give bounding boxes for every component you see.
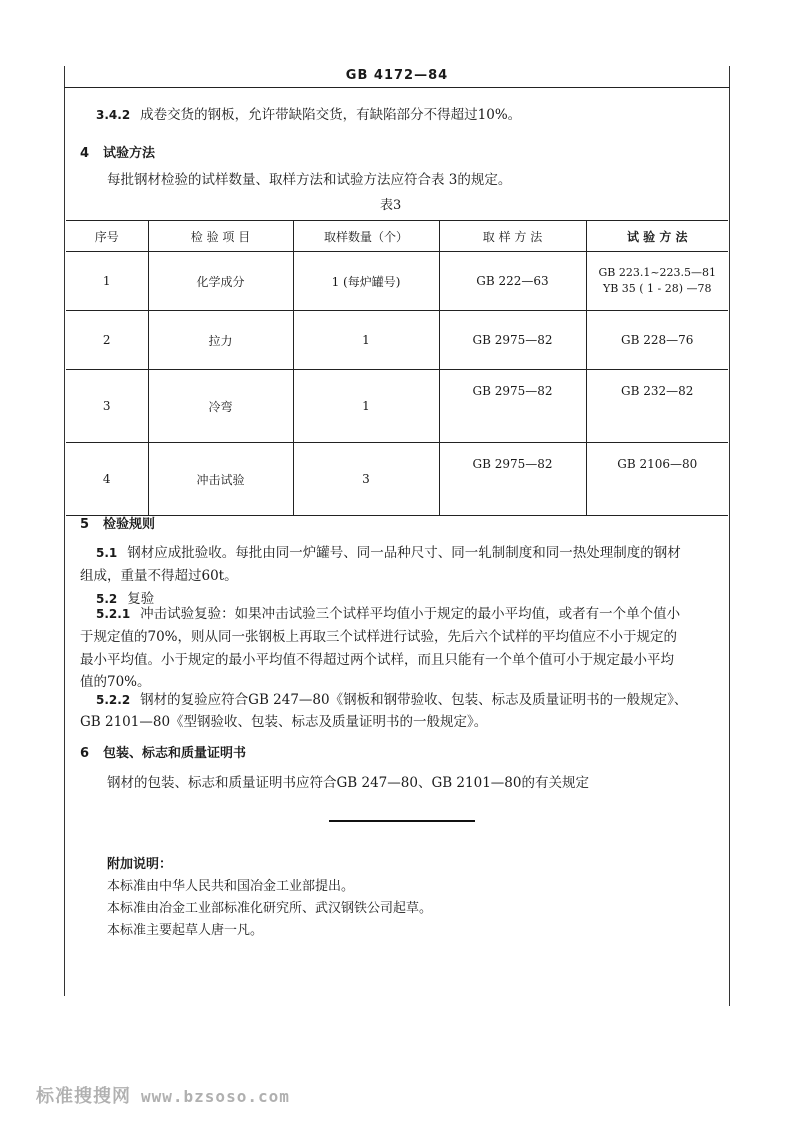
section-6-heading [80,742,246,761]
clause-text: 冲击试验复验：如果冲击试验三个试样平均值小于规定的最小平均值，或者有一个单个值小 [140,606,681,622]
watermark-url: www.bzsoso.com [141,1087,290,1106]
method-line: YB 35 ( 1 - 28) —78 [602,282,712,295]
table-row [66,311,728,370]
clause-5-2-2 [96,690,687,710]
table-cell: 化学成分 [148,252,293,311]
section-4-body: 每批钢材检验的试样数量、取样方法和试验方法应符合表 3的规定。 [107,172,512,188]
header-cell: 取样数量（个） [293,221,439,252]
notes-title: 附加说明： [107,857,173,872]
standard-code: GB 4172—84 [345,68,449,83]
table-cell: 3 [66,370,148,443]
table-cell [586,252,728,311]
table-cell: 冷弯 [148,370,293,443]
table-cell: GB 228—76 [586,311,728,370]
table-3 [66,220,728,516]
clause-3-4-2 [96,105,521,125]
table-cell: 1 [293,370,439,443]
method-line: GB 223.1~223.5—81 [598,266,717,279]
clause-5-2-1-cont: 于规定值的70%，则从同一张钢板上再取三个试样进行试验，先后六个试样的平均值应不小于规定的 [80,629,678,645]
page-frame-left [64,66,65,996]
header-cell: 序号 [66,221,148,252]
table-cell: 1 [66,252,148,311]
notes-line: 本标准主要起草人唐一凡。 [107,923,264,938]
table-caption: 表3 [380,198,402,213]
section-number: 4 [80,146,90,161]
table-cell: 1 [293,311,439,370]
table-header-row [66,221,728,252]
watermark-site: 标准搜搜网 [36,1086,131,1107]
clause-number: 5.2 [96,592,118,606]
header-rule [64,87,730,88]
table-cell: GB 2975—82 [439,370,586,443]
table-cell: 拉力 [148,311,293,370]
table-cell: 4 [66,443,148,516]
table-cell: GB 222—63 [439,252,586,311]
table-row [66,443,728,516]
watermark [36,1082,290,1108]
table-cell: 冲击试验 [148,443,293,516]
section-6-body: 钢材的包装、标志和质量证明书应符合GB 247—80、GB 2101—80的有关规定 [107,775,589,791]
page-frame-right [729,66,730,1006]
clause-5-2-1 [96,604,680,624]
header-cell: 检 验 项 目 [148,221,293,252]
clause-5-2-2-cont: GB 2101—80《型钢验收、包装、标志及质量证明书的一般规定》。 [80,714,488,730]
table-cell: 2 [66,311,148,370]
clause-5-1-cont: 组成，重量不得超过60t。 [80,568,238,584]
section-5-heading [80,513,155,532]
table-cell: 1 (每炉罐号) [293,252,439,311]
table-row [66,370,728,443]
section-number: 6 [80,746,90,761]
section-number: 5 [80,517,90,532]
section-title: 试验方法 [103,146,156,161]
table-cell: 3 [293,443,439,516]
table-cell: GB 2975—82 [439,443,586,516]
clause-text: 钢材的复验应符合GB 247—80《钢板和钢带验收、包装、标志及质量证明书的一般规定》、 [140,692,688,708]
notes-line: 本标准由冶金工业部标准化研究所、武汉钢铁公司起草。 [107,901,433,916]
clause-5-2-1-cont: 值的70%。 [80,674,151,690]
end-separator [329,820,475,822]
section-title: 包装、标志和质量证明书 [103,746,247,761]
clause-number: 5.1 [96,546,118,560]
section-4-heading [80,142,155,161]
clause-number: 3.4.2 [96,108,131,122]
clause-number: 5.2.2 [96,693,131,707]
table-cell: GB 232—82 [586,370,728,443]
section-title: 检验规则 [103,517,156,532]
header-cell: 取 样 方 法 [439,221,586,252]
clause-text: 成卷交货的钢板，允许带缺陷交货，有缺陷部分不得超过10%。 [140,107,522,123]
table-cell: GB 2106—80 [586,443,728,516]
clause-number: 5.2.1 [96,607,131,621]
header-cell: 试 验 方 法 [586,221,728,252]
clause-5-1 [96,543,681,563]
table-row [66,252,728,311]
table-cell: GB 2975—82 [439,311,586,370]
clause-text: 复验 [127,591,155,607]
clause-text: 钢材应成批验收。每批由同一炉罐号、同一品种尺寸、同一轧制制度和同一热处理制度的钢材 [127,545,681,561]
notes-line: 本标准由中华人民共和国冶金工业部提出。 [107,879,355,894]
clause-5-2-1-cont: 最小平均值。小于规定的最小平均值不得超过两个试样，而且只能有一个单个值可小于规定最小平均 [80,652,674,668]
